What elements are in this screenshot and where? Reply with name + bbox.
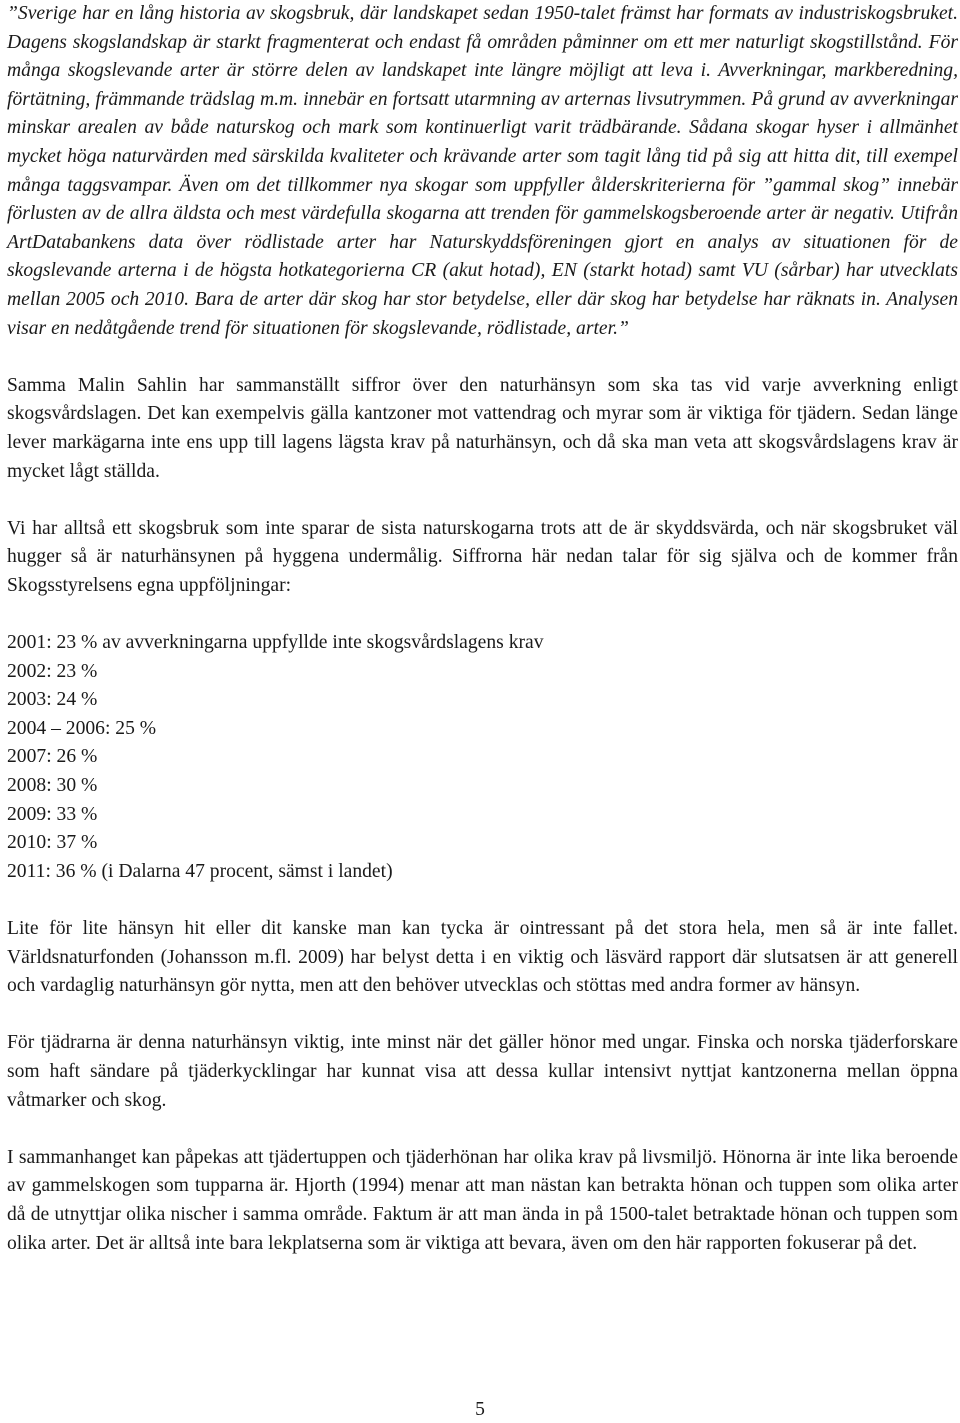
spacer — [7, 600, 958, 629]
stats-item: 2001: 23 % av avverkningarna uppfyllde inte skogsvårdslagens krav — [7, 632, 544, 654]
paragraph-livsmiljo: I sammanhanget kan påpekas att tjädertuppen och tjäderhönan har olika krav på livsmiljö. Hönorna är inte lika beroende av gammelskogen som tupparna är. Hjorth (1994) menar att man nästan kan betrakta hönan och tuppen som olika arter då de utnyttjar olika nischer i samma område. Faktum är att man ända in på 1500-talet betraktade hönan och tuppen som olika arter. Det är alltså inte bara lekplatserna som är viktiga att bevara, även om den här rapporten fokuserar på det. — [7, 1146, 958, 1254]
stats-list — [7, 629, 958, 886]
stats-item: 2010: 37 % — [7, 832, 98, 854]
paragraph-tjadrar: För tjädrarna är denna naturhänsyn viktig, inte minst när det gäller hönor med ungar. Finska och norska tjäderforskare som haft sändare på tjäderkycklingar har kunnat visa att dessa kullar intensivt nyttjat kantzonerna mellan öppna våtmarker och skog. — [7, 1032, 958, 1111]
spacer — [7, 1001, 958, 1030]
spacer — [7, 886, 958, 915]
stats-item: 2003: 24 % — [7, 689, 98, 711]
paragraph-hansyn: Lite för lite hänsyn hit eller dit kanske man kan tycka är ointressant på det stora hela, men så är inte fallet. Världsnaturfonden (Johansson m.fl. 2009) har belyst detta i en viktig och läsvärd rapport där slutsatsen är att generell och vardaglig naturhänsyn gör nytta, men att den behöver utvecklas och stöttas med andra former av hänsyn. — [7, 918, 958, 997]
quote-paragraph: ”Sverige har en lång historia av skogsbruk, där landskapet sedan 1950-talet främst har formats av industriskogsbruket. Dagens skogslandskap är starkt fragmenterat och endast få områden påminner om ett mer naturligt skogstillstånd. För många skogslevande arter är större delen av landskapet inte längre möjligt att leva i. Avverkningar, markberedning, förtätning, främmande trädslag m.m. innebär en fortsatt utarmning av arternas livsutrymmen. På grund av avverkningar minskar arealen av både naturskog och mark som kontinuerligt varit trädbärande. Sådana skogar hyser i allmänhet mycket höga naturvärden med särskilda kvaliteter och krävande arter som tagit lång tid på sig att hitta dit, till exempel många taggsvampar. Även om det tillkommer nya skogar som uppfyller ålderskriterierna för ”gammal skog” innebär förlusten av de allra äldsta och mest värdefulla skogarna att trenden för gammelskogsberoende arter är negativ. Utifrån ArtDatabankens data över rödlistade arter har Naturskyddsföreningen gjort en analys av situationen för de skogslevande arterna i de högsta hotkategorierna CR (akut hotad), EN (starkt hotad) samt VU (sårbar) har utvecklats mellan 2005 och 2010. Bara de arter där skog har stor betydelse, eller där skog har betydelse har räknats in. Analysen visar en nedåtgående trend för situationen för skogslevande, rödlistade, arter.” — [7, 3, 958, 339]
paragraph-skogsbruk: Vi har alltså ett skogsbruk som inte sparar de sista naturskogarna trots att de är skyddsvärda, och när skogsbruket väl hugger så är naturhänsynen på hyggena undermålig. Siffrorna här nedan talar för sig själva och de kommer från Skogsstyrelsens egna uppföljningar: — [7, 517, 958, 596]
paragraph-naturhansyn: Samma Malin Sahlin har sammanställt siffror över den naturhänsyn som ska tas vid varje avverkning enligt skogsvårdslagen. Det kan exempelvis gälla kantzoner mot vattendrag och myrar som är viktiga för tjädern. Sedan länge lever markägarna inte ens upp till lagens lägsta krav på naturhänsyn, och då ska man veta att skogsvårdslagens krav är mycket lågt ställda. — [7, 374, 958, 482]
stats-item: 2007: 26 % — [7, 746, 98, 768]
stats-item: 2011: 36 % (i Dalarna 47 procent, sämst i landet) — [7, 860, 393, 882]
document-page — [7, 0, 958, 1258]
spacer — [7, 486, 958, 515]
stats-item: 2002: 23 % — [7, 660, 98, 682]
stats-item: 2009: 33 % — [7, 803, 98, 825]
spacer — [7, 1115, 958, 1144]
stats-item: 2008: 30 % — [7, 775, 98, 797]
page-number: 5 — [475, 1399, 485, 1420]
spacer — [7, 343, 958, 372]
stats-item: 2004 – 2006: 25 % — [7, 717, 157, 739]
